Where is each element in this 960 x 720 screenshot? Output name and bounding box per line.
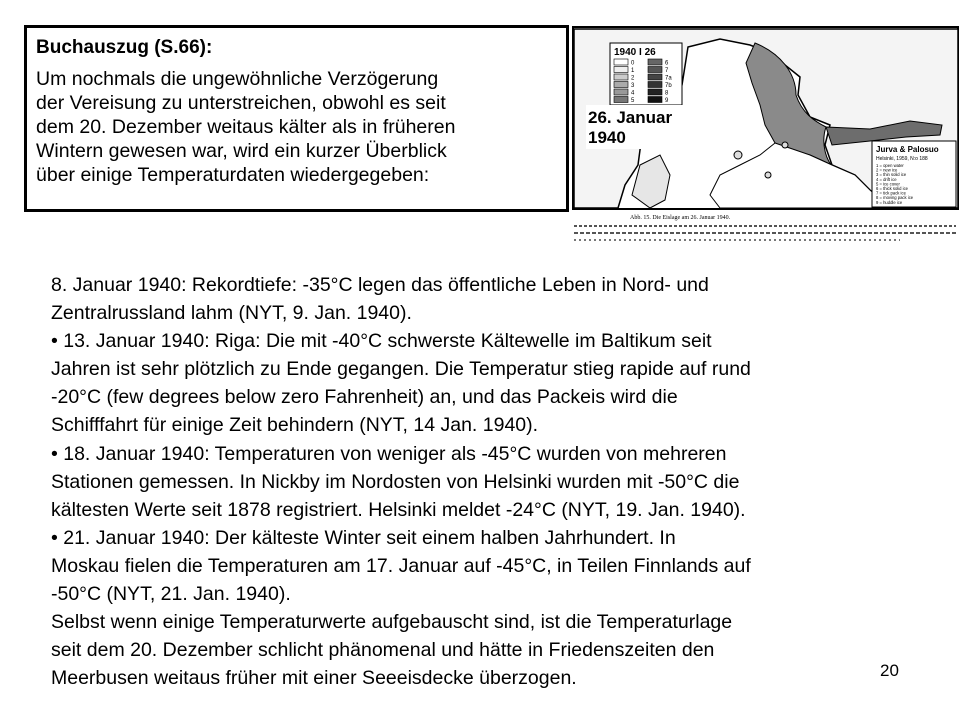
legend-code: 2 [631, 75, 635, 82]
map-key-entry: 1 = open water [876, 163, 904, 168]
map-date-line1: 26. Januar [588, 108, 673, 127]
ice-map-figure [570, 25, 960, 245]
book-excerpt-box [24, 25, 569, 212]
island [734, 151, 742, 159]
legend-swatch [648, 97, 662, 103]
legend-code: 5 [631, 98, 635, 104]
legend-code: 9 [665, 98, 669, 104]
legend-code: 7 [665, 68, 669, 74]
paragraph-jan-13: • 13. Januar 1940: Riga: Die mit -40°C schwerste Kältewelle im Baltikum seit Jahren ist sehr plötzlich zu Ende gegangen. Die Temperatur stieg rapide auf rund -20°C (few degrees below zero Fahrenheit) an, und das Packeis wird die Schifffahrt für einige Zeit behindern (NYT, 14 Jan. 1940). [51, 330, 751, 437]
legend-swatch [648, 89, 662, 95]
map-key-entry: 8 = moving pack ice [876, 195, 914, 201]
legend-swatch [614, 67, 628, 73]
legend-swatch [614, 74, 628, 80]
page-number: 20 [880, 661, 899, 680]
map-key-entry: 9 = huddle ice [876, 199, 903, 205]
legend-code: 6 [665, 60, 669, 67]
paragraph-jan-8: 8. Januar 1940: Rekordtiefe: -35°C legen das öffentliche Leben in Nord- und Zentralrussland lahm (NYT, 9. Jan. 1940). [51, 274, 709, 325]
legend-code: 8 [665, 90, 669, 97]
island [782, 142, 788, 148]
legend-code: 7b [665, 83, 672, 89]
map-key-entry: 4 = drift ice [876, 176, 897, 182]
ice-map [570, 25, 960, 245]
excerpt-title: Buchauszug (S.66): [36, 37, 213, 58]
map-caption: Abb. 15. Die Eislage am 26. Januar 1940. [630, 215, 731, 221]
paragraph-jan-21: • 21. Januar 1940: Der kälteste Winter seit einem halben Jahrhundert. In Moskau fielen die Temperaturen am 17. Januar auf -45°C, in Teilen Finnlands auf -50°C (NYT, 21. Jan. 1940). [51, 526, 751, 606]
map-date-line2: 1940 [588, 128, 626, 147]
temperature-report [51, 271, 921, 692]
legend-swatch [614, 82, 628, 88]
legend-code: 0 [631, 60, 635, 67]
map-key-entry: 3 = thin solid ice [876, 172, 907, 178]
legend-code: 7a [665, 75, 672, 82]
map-key-entry: 6 = thick solid ice [876, 186, 909, 191]
island [765, 172, 771, 178]
map-key-entry: 5 = ice cover [876, 181, 900, 187]
legend-code: 3 [631, 83, 635, 89]
legend-swatch [648, 74, 662, 80]
map-source-line1: Jurva & Palosuo [876, 145, 939, 154]
paragraph-jan-18: • 18. Januar 1940: Temperaturen von weniger als -45°C wurden von mehreren Stationen gemessen. In Nickby im Nordosten von Helsinki wurden mit -50°C die kältesten Werte seit 1878 registriert. Helsinki meldet -24°C (NYT, 19. Jan. 1940). [51, 442, 746, 521]
legend-swatch [614, 97, 628, 103]
legend-code: 1 [631, 68, 635, 74]
legend-swatch [614, 59, 628, 65]
legend-swatch [648, 67, 662, 73]
paragraph-conclusion: Selbst wenn einige Temperaturwerte aufgebauscht sind, ist die Temperaturlage seit dem 20. Dezember schlicht phänomenal und hätte in Friedenszeiten den Meerbusen weitaus früher mit einer Seeeisdecke überzogen. [51, 611, 733, 690]
legend-code: 4 [631, 90, 635, 97]
legend-swatch [648, 82, 662, 88]
map-source-line2: Helsinki, 1959, N:o 188 [876, 156, 928, 162]
map-key-entry: 2 = new ice [876, 167, 898, 173]
legend-swatch [648, 59, 662, 65]
excerpt-text: Um nochmals die ungewöhnliche Verzögerung der Vereisung zu unterstreichen, obwohl es seit dem 20. Dezember weitaus kälter als in früheren Wintern gewesen war, wird ein kurzer Überblick über einige Temperaturdaten wiedergegeben: [36, 68, 456, 186]
map-key-entry: 7 = tick pack ice [876, 190, 906, 196]
legend-header: 1940 I 26 [614, 47, 656, 58]
legend-swatch [614, 89, 628, 95]
